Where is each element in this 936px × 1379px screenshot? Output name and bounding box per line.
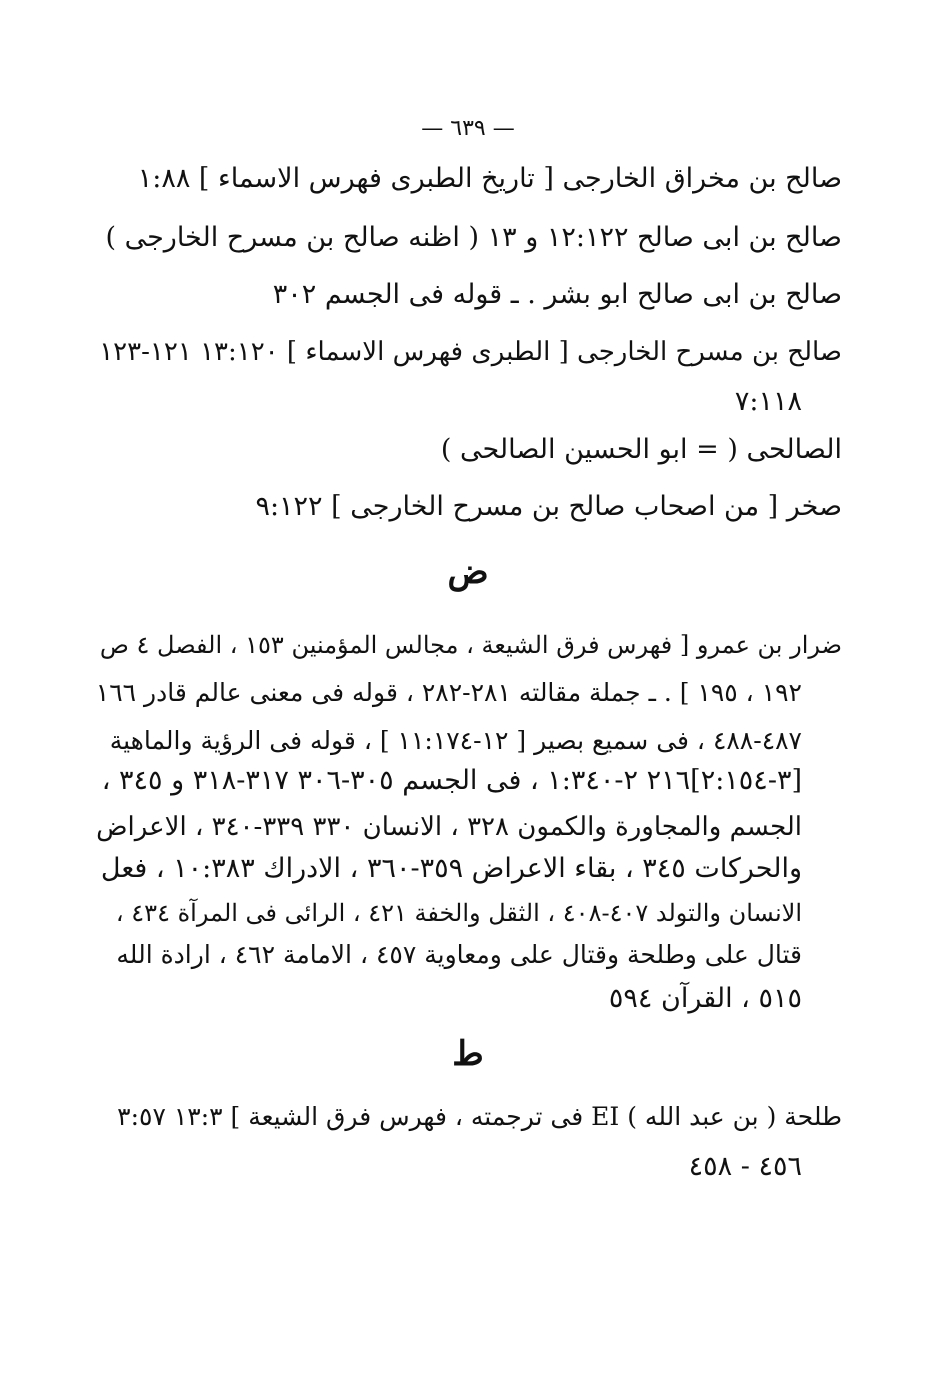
entry-continuation-line: [٣-٢:١٥٤]٢١٦ ٢-١:٣٤٠ ، فی الجسم ٣٠٥-٣٠٦ ٣١٧-٣١٨ و ٣٤٥ ، [101,765,802,796]
entry-continuation-line: ٥١٥ ، القرآن ٥٩٤ [608,983,802,1014]
entry-line: ضرار بن عمرو [ فهرس فرق الشیعة ، مجالس المؤمنین ١٥٣ ، الفصل ٤ ص [99,631,842,659]
entry-line: صالح بن مسرح الخارجی [ الطبری فهرس الاسماء ] ١٣:١٢٠ ١٢١-١٢٣ [99,337,842,367]
entry-continuation-line: الانسان والتولد ٤٠٧-٤٠٨ ، الثقل والخفة ٤٢١ ، الرائی فی المرآة ٤٣٤ ، [115,899,802,927]
entry-line: صالح بن ابی صالح ابو بشر . ـ قوله فی الجسم ٣٠٢ [272,279,842,310]
entry-continuation-line: ٧:١١٨ [734,386,802,417]
entry-continuation-line: الجسم والمجاورة والكمون ٣٢٨ ، الانسان ٣٣٠ ٣٣٩-٣٤٠ ، الاعراض [96,812,802,842]
entry-line: صالح بن ابی صالح ١٢:١٢٢ و ١٣ ( اظنه صالح بن مسرح الخارجی ) [105,222,842,253]
entry-continuation-line: قتال علی وطلحة وقتال علی ومعاویة ٤٥٧ ، الامامة ٤٦٢ ، ارادة الله [116,940,802,969]
entry-line: الصالحی ( = ابو الحسین الصالحی ) [440,434,842,465]
entry-continuation-line: والحركات ٣٤٥ ، بقاء الاعراض ٣٥٩-٣٦٠ ، الادراك ١٠:٣٨٣ ، فعل [100,853,802,884]
section-letter-dad: ض [447,552,489,592]
section-letter-ta: ط [452,1034,484,1074]
page-number: — ٦٣٩ — [421,116,515,141]
entry-line: طلحة ( بن عبد الله ) EI فی ترجمته ، فهرس فرق الشیعة ] ١٣:٣ ٣:٥٧ [117,1102,842,1131]
entry-continuation-line: ٤٥٦ - ٤٥٨ [688,1151,802,1182]
entry-line: صالح بن مخراق الخارجی [ تاریخ الطبری فهرس الاسماء ] ١:٨٨ [137,163,842,194]
entry-continuation-line: ١٩٢ ، ١٩٥ ] . ـ جملة مقالته ٢٨١-٢٨٢ ، قوله فی معنی عالم قادر ١٦٦ [95,678,802,707]
entry-line: صخر [ من اصحاب صالح بن مسرح الخارجی ] ٩:١٢٢ [255,491,842,522]
entry-continuation-line: ٤٨٧-٤٨٨ ، فی سمیع بصیر [ ١٢-١١:١٧٤ ] ، قوله فی الرؤیة والماهیة [109,726,802,755]
